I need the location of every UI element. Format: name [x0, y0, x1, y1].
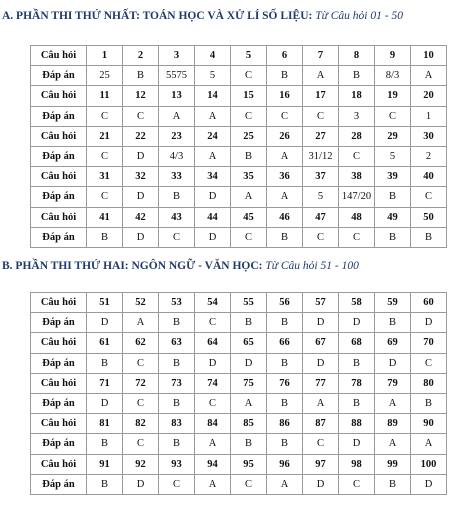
question-number-cell: 77: [303, 373, 339, 393]
answer-cell: C: [411, 353, 447, 373]
question-number-row: [31, 126, 447, 146]
row-label: Đáp án: [31, 187, 87, 207]
answer-cell: C: [195, 313, 231, 333]
question-number-cell: 39: [375, 167, 411, 187]
question-number-cell: 68: [339, 333, 375, 353]
answer-row: [31, 66, 447, 86]
row-label: Câu hỏi: [31, 126, 87, 146]
row-label: Câu hỏi: [31, 293, 87, 313]
question-number-row: [31, 86, 447, 106]
question-number-cell: 85: [231, 414, 267, 434]
question-number-cell: 66: [267, 333, 303, 353]
answer-cell: A: [411, 434, 447, 454]
question-number-cell: 48: [339, 207, 375, 227]
answer-cell: C: [123, 353, 159, 373]
question-number-cell: 78: [339, 373, 375, 393]
answer-cell: 3: [339, 106, 375, 126]
question-number-cell: 49: [375, 207, 411, 227]
question-number-cell: 41: [87, 207, 123, 227]
question-number-cell: 40: [411, 167, 447, 187]
answer-cell: D: [339, 313, 375, 333]
answer-cell: A: [267, 146, 303, 166]
question-number-cell: 83: [159, 414, 195, 434]
answer-cell: D: [375, 353, 411, 373]
row-label: Câu hỏi: [31, 46, 87, 66]
answer-cell: 2: [411, 146, 447, 166]
question-number-cell: 19: [375, 86, 411, 106]
answer-cell: 147/20: [339, 187, 375, 207]
answer-cell: C: [339, 474, 375, 494]
answer-cell: C: [159, 474, 195, 494]
row-label: Đáp án: [31, 106, 87, 126]
question-number-cell: 4: [195, 46, 231, 66]
answer-cell: D: [303, 474, 339, 494]
question-number-row: [31, 333, 447, 353]
answer-cell: B: [159, 434, 195, 454]
answer-cell: D: [123, 187, 159, 207]
question-number-cell: 56: [267, 293, 303, 313]
question-number-cell: 55: [231, 293, 267, 313]
question-number-cell: 31: [87, 167, 123, 187]
answer-cell: B: [339, 353, 375, 373]
question-number-cell: 86: [267, 414, 303, 434]
answer-cell: C: [87, 146, 123, 166]
question-number-cell: 69: [375, 333, 411, 353]
answer-cell: D: [123, 146, 159, 166]
question-number-cell: 80: [411, 373, 447, 393]
question-number-row: [31, 293, 447, 313]
answer-table-math: [30, 45, 447, 248]
question-number-cell: 59: [375, 293, 411, 313]
answer-cell: C: [375, 106, 411, 126]
answer-cell: B: [159, 393, 195, 413]
row-label: Câu hỏi: [31, 167, 87, 187]
row-label: Đáp án: [31, 434, 87, 454]
answer-row: [31, 474, 447, 494]
question-number-cell: 16: [267, 86, 303, 106]
answer-cell: C: [231, 474, 267, 494]
answer-cell: D: [87, 393, 123, 413]
answer-cell: C: [303, 227, 339, 247]
answer-cell: B: [267, 434, 303, 454]
answer-cell: B: [87, 434, 123, 454]
answer-cell: 5: [303, 187, 339, 207]
question-number-cell: 45: [231, 207, 267, 227]
answer-cell: 1: [411, 106, 447, 126]
question-number-row: [31, 454, 447, 474]
answer-cell: B: [231, 434, 267, 454]
question-number-cell: 15: [231, 86, 267, 106]
question-number-cell: 1: [87, 46, 123, 66]
row-label: Đáp án: [31, 393, 87, 413]
section-a-title: [2, 10, 474, 22]
answer-cell: 5: [375, 146, 411, 166]
question-number-cell: 81: [87, 414, 123, 434]
answer-cell: B: [267, 66, 303, 86]
answer-cell: 25: [87, 66, 123, 86]
question-number-cell: 27: [303, 126, 339, 146]
question-number-cell: 88: [339, 414, 375, 434]
question-number-cell: 54: [195, 293, 231, 313]
question-number-cell: 43: [159, 207, 195, 227]
answer-cell: C: [159, 227, 195, 247]
question-number-cell: 13: [159, 86, 195, 106]
answer-cell: C: [123, 106, 159, 126]
answer-cell: C: [123, 393, 159, 413]
answer-cell: C: [303, 434, 339, 454]
question-number-cell: 28: [339, 126, 375, 146]
question-number-cell: 64: [195, 333, 231, 353]
answer-cell: C: [231, 66, 267, 86]
answer-cell: B: [411, 393, 447, 413]
question-number-cell: 38: [339, 167, 375, 187]
question-number-cell: 58: [339, 293, 375, 313]
question-number-cell: 42: [123, 207, 159, 227]
answer-cell: D: [411, 474, 447, 494]
answer-row: [31, 353, 447, 373]
answer-cell: B: [339, 66, 375, 86]
answer-cell: B: [231, 146, 267, 166]
question-number-cell: 11: [87, 86, 123, 106]
answer-cell: C: [87, 106, 123, 126]
question-number-cell: 87: [303, 414, 339, 434]
answer-cell: A: [159, 106, 195, 126]
answer-cell: D: [123, 227, 159, 247]
answer-cell: D: [411, 313, 447, 333]
answer-cell: C: [303, 106, 339, 126]
answer-cell: D: [195, 187, 231, 207]
row-label: Câu hỏi: [31, 373, 87, 393]
answer-cell: 4/3: [159, 146, 195, 166]
question-number-cell: 93: [159, 454, 195, 474]
question-number-cell: 73: [159, 373, 195, 393]
answer-cell: C: [87, 187, 123, 207]
question-number-row: [31, 207, 447, 227]
question-number-cell: 18: [339, 86, 375, 106]
answer-cell: A: [303, 393, 339, 413]
question-number-cell: 76: [267, 373, 303, 393]
answer-cell: A: [195, 146, 231, 166]
answer-cell: C: [339, 146, 375, 166]
question-number-cell: 44: [195, 207, 231, 227]
answer-cell: B: [159, 353, 195, 373]
answer-cell: D: [303, 313, 339, 333]
section-a-title-range: Từ Câu hỏi 01 - 50: [312, 10, 403, 22]
row-label: Đáp án: [31, 66, 87, 86]
question-number-cell: 97: [303, 454, 339, 474]
question-number-cell: 7: [303, 46, 339, 66]
question-number-cell: 74: [195, 373, 231, 393]
question-number-cell: 21: [87, 126, 123, 146]
answer-cell: B: [339, 393, 375, 413]
question-number-cell: 52: [123, 293, 159, 313]
answer-cell: D: [123, 474, 159, 494]
question-number-cell: 51: [87, 293, 123, 313]
question-number-cell: 32: [123, 167, 159, 187]
row-label: Câu hỏi: [31, 414, 87, 434]
question-number-cell: 96: [267, 454, 303, 474]
answer-cell: B: [375, 187, 411, 207]
question-number-cell: 65: [231, 333, 267, 353]
row-label: Đáp án: [31, 313, 87, 333]
question-number-cell: 34: [195, 167, 231, 187]
answer-row: [31, 106, 447, 126]
question-number-cell: 23: [159, 126, 195, 146]
answer-cell: 31/12: [303, 146, 339, 166]
question-number-cell: 95: [231, 454, 267, 474]
answer-cell: A: [411, 66, 447, 86]
question-number-cell: 9: [375, 46, 411, 66]
question-number-row: [31, 414, 447, 434]
answer-cell: A: [267, 474, 303, 494]
row-label: Đáp án: [31, 474, 87, 494]
question-number-cell: 29: [375, 126, 411, 146]
question-number-cell: 25: [231, 126, 267, 146]
question-number-cell: 6: [267, 46, 303, 66]
question-number-cell: 94: [195, 454, 231, 474]
answer-cell: B: [375, 313, 411, 333]
question-number-cell: 33: [159, 167, 195, 187]
answer-cell: A: [231, 187, 267, 207]
question-number-cell: 70: [411, 333, 447, 353]
question-number-cell: 90: [411, 414, 447, 434]
question-number-cell: 57: [303, 293, 339, 313]
answer-table-literature: [30, 292, 447, 495]
question-number-cell: 36: [267, 167, 303, 187]
answer-cell: C: [339, 227, 375, 247]
question-number-cell: 2: [123, 46, 159, 66]
answer-row: [31, 146, 447, 166]
answer-cell: B: [375, 227, 411, 247]
question-number-cell: 71: [87, 373, 123, 393]
row-label: Câu hỏi: [31, 86, 87, 106]
answer-cell: B: [267, 313, 303, 333]
question-number-cell: 17: [303, 86, 339, 106]
question-number-cell: 99: [375, 454, 411, 474]
answer-cell: 5: [195, 66, 231, 86]
answer-cell: B: [159, 187, 195, 207]
question-number-cell: 67: [303, 333, 339, 353]
question-number-cell: 79: [375, 373, 411, 393]
question-number-cell: 98: [339, 454, 375, 474]
question-number-cell: 60: [411, 293, 447, 313]
answer-cell: B: [267, 353, 303, 373]
row-label: Câu hỏi: [31, 333, 87, 353]
answer-row: [31, 227, 447, 247]
answer-cell: B: [159, 313, 195, 333]
answer-cell: C: [123, 434, 159, 454]
row-label: Đáp án: [31, 227, 87, 247]
question-number-cell: 5: [231, 46, 267, 66]
answer-cell: D: [339, 434, 375, 454]
answer-cell: A: [375, 393, 411, 413]
question-number-row: [31, 373, 447, 393]
question-number-cell: 61: [87, 333, 123, 353]
row-label: Câu hỏi: [31, 207, 87, 227]
question-number-cell: 72: [123, 373, 159, 393]
answer-cell: B: [267, 227, 303, 247]
answer-cell: C: [231, 227, 267, 247]
answer-cell: B: [87, 474, 123, 494]
question-number-cell: 89: [375, 414, 411, 434]
row-label: Câu hỏi: [31, 454, 87, 474]
question-number-cell: 22: [123, 126, 159, 146]
question-number-cell: 84: [195, 414, 231, 434]
answer-cell: B: [87, 227, 123, 247]
answer-row: [31, 393, 447, 413]
answer-cell: B: [267, 393, 303, 413]
question-number-cell: 8: [339, 46, 375, 66]
answer-cell: C: [267, 106, 303, 126]
answer-cell: A: [267, 187, 303, 207]
question-number-cell: 47: [303, 207, 339, 227]
question-number-cell: 75: [231, 373, 267, 393]
answer-cell: B: [87, 353, 123, 373]
answer-row: [31, 187, 447, 207]
question-number-cell: 37: [303, 167, 339, 187]
question-number-cell: 20: [411, 86, 447, 106]
question-number-cell: 10: [411, 46, 447, 66]
question-number-cell: 30: [411, 126, 447, 146]
answer-cell: D: [303, 353, 339, 373]
answer-row: [31, 434, 447, 454]
question-number-cell: 62: [123, 333, 159, 353]
answer-cell: A: [195, 434, 231, 454]
question-number-cell: 24: [195, 126, 231, 146]
question-number-cell: 63: [159, 333, 195, 353]
row-label: Đáp án: [31, 353, 87, 373]
answer-cell: A: [303, 66, 339, 86]
answer-cell: B: [231, 313, 267, 333]
answer-cell: D: [195, 227, 231, 247]
answer-cell: A: [123, 313, 159, 333]
section-b-title-main: B. PHẦN THI THỨ HAI: NGÔN NGỮ - VĂN HỌC:: [2, 260, 263, 272]
row-label: Đáp án: [31, 146, 87, 166]
answer-cell: D: [195, 353, 231, 373]
answer-row: [31, 313, 447, 333]
answer-cell: A: [375, 434, 411, 454]
answer-cell: B: [375, 474, 411, 494]
answer-cell: D: [231, 353, 267, 373]
section-b-title: [2, 260, 474, 272]
answer-cell: C: [231, 106, 267, 126]
answer-cell: A: [195, 106, 231, 126]
section-b-title-range: Từ Câu hỏi 51 - 100: [262, 260, 359, 272]
question-number-cell: 35: [231, 167, 267, 187]
section-a-title-main: A. PHẦN THI THỨ NHẤT: TOÁN HỌC VÀ XỬ LÍ SỐ LIỆU:: [2, 10, 313, 22]
answer-cell: 8/3: [375, 66, 411, 86]
question-number-row: [31, 167, 447, 187]
question-number-cell: 82: [123, 414, 159, 434]
question-number-cell: 12: [123, 86, 159, 106]
question-number-cell: 92: [123, 454, 159, 474]
question-number-cell: 14: [195, 86, 231, 106]
question-number-row: [31, 46, 447, 66]
question-number-cell: 26: [267, 126, 303, 146]
question-number-cell: 100: [411, 454, 447, 474]
question-number-cell: 53: [159, 293, 195, 313]
answer-cell: C: [195, 393, 231, 413]
answer-cell: D: [87, 313, 123, 333]
question-number-cell: 3: [159, 46, 195, 66]
question-number-cell: 91: [87, 454, 123, 474]
answer-cell: B: [411, 227, 447, 247]
question-number-cell: 46: [267, 207, 303, 227]
answer-cell: 5575: [159, 66, 195, 86]
answer-cell: C: [411, 187, 447, 207]
answer-cell: A: [195, 474, 231, 494]
answer-cell: A: [231, 393, 267, 413]
answer-cell: B: [123, 66, 159, 86]
question-number-cell: 50: [411, 207, 447, 227]
